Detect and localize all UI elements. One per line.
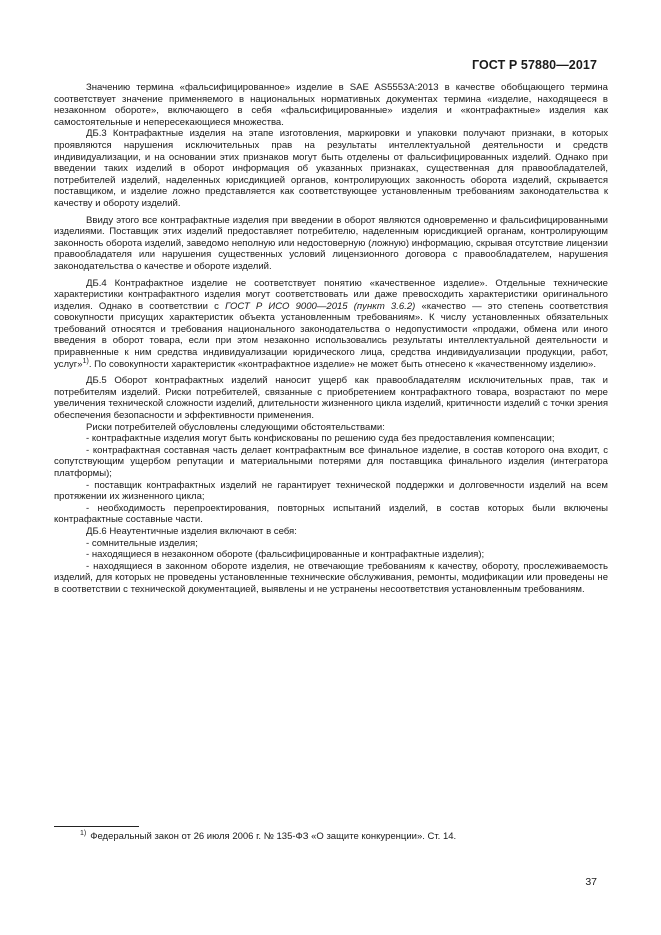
footnote-mark: 1) [80, 829, 87, 837]
inauthentic-list-item: - находящиеся в законном обороте изделия, не отвечающие требованиям к качеству, обороту, прослеживаемость изделий, для которых не проведены установленные технические обслуживания, ремонты, модификации или проведены не в соответствии с технической документацией, выявлены и не устранены несоответствия установленным требованиям. [54, 560, 608, 595]
paragraph-db5: ДБ.5 Оборот контрафактных изделий наносит ущерб как правообладателям исключительных прав, так и потребителям изделий. Риски потребителей, связанные с приобретением контрафактного товара, возрастают по мере увеличения технической сложности изделий, длительности жизненного цикла изделий, критичности изделий с точки зрения обеспечения безопасности и эффективности применения. [54, 375, 608, 422]
paragraph-db3: ДБ.3 Контрафактные изделия на этапе изготовления, маркировки и упаковки получают признаки, в которых проявляются нарушения исключительных прав на результаты интеллектуальной деятельности и средств индивидуализации, и на основании этих признаков могут быть отделены от фальсифицированных изделий. Однако при введении таких изделий в оборот информация об указанных признаках, существенная для правообладателей, потребителей изделий, наделенных юрисдикцией органов, контролирующих законность оборота изделий, скрывается поставщиком, и изделие ложно представляется как соответствующее установленным требованиям законодательства к качеству и обороту изделий. [54, 128, 608, 209]
paragraph-db6: ДБ.6 Неаутентичные изделия включают в себя: [86, 525, 297, 537]
paragraph-db3-continued: Ввиду этого все контрафактные изделия при введении в оборот являются одновременно и фальсифицированными изделиями. Поставщик этих изделий предоставляет потребителю, наделенным юрисдикцией органам, контролирующим законность оборота изделий, заведомо неполную или недостоверную (ложную) информацию, скрывая отсутствие лицензии правообладателя или нарушения существенных условий лицензионного договора с правообладателем, нарушения законодательства о качестве и обороте изделий. [54, 214, 608, 272]
risk-list-item: - необходимость перепроектирования, повторных испытаний изделий, в состав которых были включены контрафактные составные части. [54, 502, 608, 526]
inauthentic-list-item: - сомнительные изделия; [86, 537, 198, 549]
footnote-marker: 1) [82, 357, 89, 365]
paragraph-db4-part2: «качество — это степень соответствия совокупности присущих характеристик объекта установленным требованиям». К числу установленных обязательных требований относятся и требования национального законодательства о недопустимости «продажи, обмена или иного введения в оборот товара, если при этом незаконно использовались результаты интеллектуальной деятельности и приравненные к ним средства индивидуализации юридического лица, средства индивидуализации продукции, работ, услуг» [54, 300, 608, 370]
paragraph-db4-part1: ДБ.4 Контрафактное изделие не соответствует понятию «качественное изделие». Отдельные технические характеристики контрафактного изделия могут соответствовать или даже превосходить характеристики оригинального изделия. Однако в соответствии с [54, 277, 608, 312]
paragraph-intro: Значению термина «фальсифицированное» изделие в SAE AS5553A:2013 в качестве обобщающего термина соответствует значение применяемого в национальных нормативных документах термина «изделие, находящееся в незаконном обороте», включающего в себя «фальсифицированные» изделия и «контрафактные» изделия как самостоятельные и непересекающиеся множества. [54, 82, 608, 128]
page-number: 37 [585, 876, 597, 888]
inauthentic-list-item: - находящиеся в незаконном обороте (фальсифицированные и контрафактные изделия); [86, 549, 485, 561]
footnote-text: Федеральный закон от 26 июля 2006 г. № 135-ФЗ «О защите конкуренции». Ст. 14. [90, 831, 457, 842]
document-code-header: ГОСТ Р 57880—2017 [471, 58, 597, 72]
paragraph-db4-part3: . По совокупности характеристик «контрафактное изделие» не может быть отнесено к «качественному изделию». [88, 358, 596, 370]
footnote-divider [54, 826, 139, 827]
risk-list-item: - поставщик контрафактных изделий не гарантирует технической поддержки и долговечности изделий на всем протяжении их жизненного цикла; [54, 479, 608, 503]
risk-list-item: - контрафактная составная часть делает контрафактным все финальное изделие, в состав которого она входит, с сопутствующим ущербом репутации и материальными потерями для поставщика финального изделия (интегратора платформы); [54, 444, 608, 479]
standard-reference: ГОСТ Р ИСО 9000—2015 (пункт 3.6.2) [225, 300, 416, 312]
document-body [54, 82, 608, 596]
paragraph-db4 [54, 278, 608, 371]
risk-list-item: - контрафактные изделия могут быть конфискованы по решению суда без предоставления компенсации; [86, 433, 555, 445]
footnote [80, 831, 456, 842]
paragraph-risks-intro: Риски потребителей обусловлены следующими обстоятельствами: [86, 421, 385, 433]
